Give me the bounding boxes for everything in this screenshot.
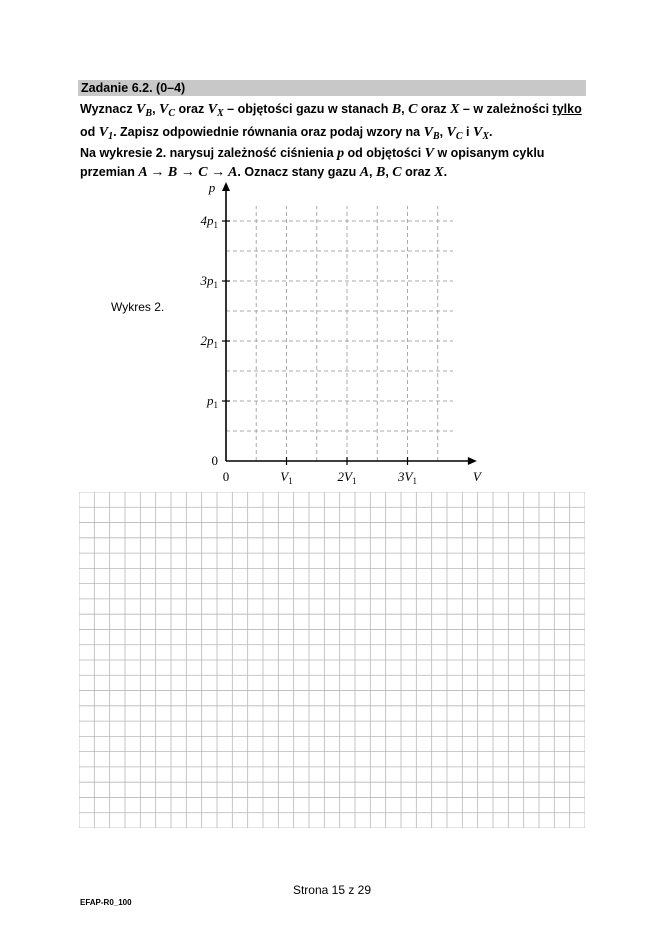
math-v: V bbox=[424, 146, 434, 161]
y-axis-arrow bbox=[222, 182, 230, 191]
x-tick-label: $3V_1$ bbox=[398, 469, 417, 486]
task-header: Zadanie 6.2. (0–4) bbox=[78, 80, 586, 96]
math-cycle: A → B → C → A bbox=[138, 165, 238, 180]
math-vx: $V_X$ bbox=[207, 102, 224, 119]
x-axis-arrow bbox=[468, 457, 477, 465]
instruction-text: – w zależności bbox=[459, 102, 553, 116]
instruction-text: oraz bbox=[175, 102, 208, 116]
instruction-text: w opisanym cyklu bbox=[433, 146, 545, 160]
x-tick-label: $V_1$ bbox=[280, 469, 293, 486]
math-vc: $V_C$ bbox=[446, 125, 463, 142]
y-axis-label: p bbox=[208, 180, 216, 195]
instruction-text: od objętości bbox=[344, 146, 425, 160]
instruction-text: Wyznacz bbox=[80, 102, 137, 116]
instruction-text: , bbox=[152, 102, 160, 116]
instruction-text: . bbox=[488, 125, 493, 139]
instruction-text: . bbox=[443, 165, 448, 179]
answer-grid[interactable] bbox=[79, 492, 585, 828]
math-c: C bbox=[392, 165, 402, 180]
y-tick-label: $2p_1$ bbox=[200, 333, 218, 350]
y-tick-label: $4p_1$ bbox=[200, 213, 218, 230]
instruction-text: . Zapisz odpowiednie równania oraz podaj wzory na bbox=[113, 125, 424, 139]
page-number: Strona 15 z 29 bbox=[292, 883, 372, 897]
math-b: B bbox=[375, 165, 386, 180]
math-a: A bbox=[359, 165, 370, 180]
instruction-text: Na wykresie 2. narysuj zależność ciśnienia bbox=[80, 146, 338, 160]
math-vc: $V_C$ bbox=[159, 102, 176, 119]
math-vx: $V_X$ bbox=[472, 125, 489, 142]
y-tick-label: $p_1$ bbox=[207, 393, 218, 410]
math-c: C bbox=[408, 102, 418, 117]
x-axis-label: V bbox=[472, 469, 481, 484]
math-vb: $V_B$ bbox=[136, 102, 153, 119]
instruction-text: oraz bbox=[401, 165, 435, 179]
math-vb: $V_B$ bbox=[423, 125, 440, 142]
instruction-text: , bbox=[369, 165, 376, 179]
math-p: p bbox=[337, 146, 345, 161]
y-tick-label: $3p_1$ bbox=[200, 273, 218, 290]
instruction-text: – objętości gazu w stanach bbox=[223, 102, 392, 116]
x-tick-label: $2V_1$ bbox=[337, 469, 357, 486]
instruction-text: od bbox=[80, 125, 99, 139]
math-x: X bbox=[434, 165, 444, 180]
instruction-text: przemian bbox=[80, 165, 139, 179]
y-tick-label: 0 bbox=[211, 453, 218, 468]
instruction-text: , bbox=[439, 125, 447, 139]
instruction-text: . Oznacz stany gazu bbox=[237, 165, 360, 179]
math-v1: $V_1$ bbox=[98, 125, 114, 142]
x-tick-label: 0 bbox=[222, 469, 230, 484]
underlined-word: tylko bbox=[552, 102, 582, 116]
instruction-text: , bbox=[401, 102, 409, 116]
instruction-text: i bbox=[462, 125, 473, 139]
math-b: B bbox=[391, 102, 402, 117]
figure-label: Wykres 2. bbox=[111, 300, 165, 314]
instruction-text: , bbox=[385, 165, 393, 179]
math-x: X bbox=[450, 102, 460, 117]
instruction-text: oraz bbox=[417, 102, 451, 116]
document-code: EFAP-R0_100 bbox=[80, 898, 132, 907]
